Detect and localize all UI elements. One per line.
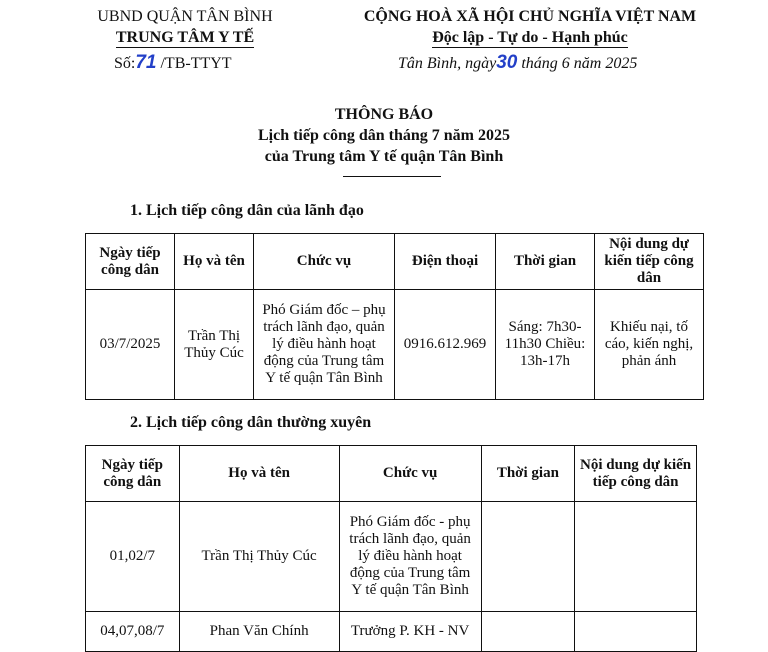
col-name: Họ và tên <box>175 234 254 290</box>
cell-date: 03/7/2025 <box>86 290 175 400</box>
cell-content: Khiếu nại, tố cáo, kiến nghị, phản ánh <box>595 290 704 400</box>
table-row <box>86 502 697 612</box>
regular-schedule-table <box>85 445 697 652</box>
col-phone: Điện thoại <box>395 234 496 290</box>
notice-heading: THÔNG BÁO <box>334 106 434 123</box>
issue-date <box>398 52 637 74</box>
doc-number <box>114 52 232 74</box>
col-time: Thời gian <box>481 446 575 502</box>
table-row <box>86 612 697 652</box>
cell-time: Sáng: 7h30-11h30 Chiều: 13h-17h <box>496 290 595 400</box>
motto: Độc lập - Tự do - Hạnh phúc <box>432 29 628 46</box>
col-date: Ngày tiếp công dân <box>86 446 180 502</box>
col-date: Ngày tiếp công dân <box>86 234 175 290</box>
notice-subtitle-2: của Trung tâm Y tế quận Tân Bình <box>264 148 504 165</box>
col-time: Thời gian <box>496 234 595 290</box>
cell-position: Phó Giám đốc - phụ trách lãnh đạo, quản lý điều hành hoạt động của Trung tâm Y tế quận Tân Bình <box>339 502 481 612</box>
cell-name: Trần Thị Thủy Cúc <box>175 290 254 400</box>
col-position: Chức vụ <box>254 234 395 290</box>
doc-number-handwritten: 71 <box>135 52 157 73</box>
header-right <box>330 6 730 48</box>
table-header-row <box>86 446 697 502</box>
section2-heading: 2. Lịch tiếp công dân thường xuyên <box>130 414 372 431</box>
cell-position: Trưởng P. KH - NV <box>339 612 481 652</box>
col-name: Họ và tên <box>179 446 339 502</box>
notice-title <box>0 104 768 167</box>
date-day-handwritten: 30 <box>496 52 518 73</box>
cell-content <box>575 502 697 612</box>
cell-phone: 0916.612.969 <box>395 290 496 400</box>
cell-name: Trần Thị Thủy Cúc <box>179 502 339 612</box>
col-position: Chức vụ <box>339 446 481 502</box>
cell-time <box>481 502 575 612</box>
org-parent: UBND QUẬN TÂN BÌNH <box>97 8 273 25</box>
header-left <box>60 6 310 48</box>
country-name: CỘNG HOÀ XÃ HỘI CHỦ NGHĨA VIỆT NAM <box>363 8 697 25</box>
cell-time <box>481 612 575 652</box>
date-suffix: tháng 6 năm 2025 <box>517 55 638 72</box>
cell-date: 04,07,08/7 <box>86 612 180 652</box>
title-divider <box>343 176 441 177</box>
leader-schedule-table <box>85 233 704 400</box>
table-header-row <box>86 234 704 290</box>
col-content: Nội dung dự kiến tiếp công dân <box>595 234 704 290</box>
doc-number-suffix: /TB-TTYT <box>156 55 232 72</box>
doc-number-prefix: Số: <box>114 55 136 72</box>
cell-content <box>575 612 697 652</box>
col-content: Nội dung dự kiến tiếp công dân <box>575 446 697 502</box>
section1-heading: 1. Lịch tiếp công dân của lãnh đạo <box>130 202 364 219</box>
date-prefix: Tân Bình, ngày <box>398 55 497 72</box>
cell-name: Phan Văn Chính <box>179 612 339 652</box>
table-row <box>86 290 704 400</box>
cell-position: Phó Giám đốc – phụ trách lãnh đạo, quản lý điều hành hoạt động của Trung tâm Y tế quận Tân Bình <box>254 290 395 400</box>
notice-subtitle-1: Lịch tiếp công dân tháng 7 năm 2025 <box>257 127 511 144</box>
org-name: TRUNG TÂM Y TẾ <box>115 29 255 46</box>
cell-date: 01,02/7 <box>86 502 180 612</box>
